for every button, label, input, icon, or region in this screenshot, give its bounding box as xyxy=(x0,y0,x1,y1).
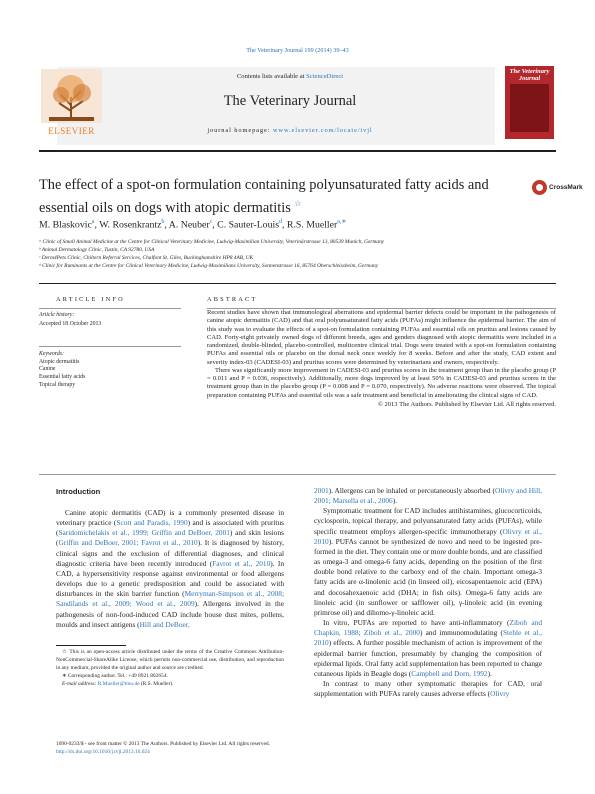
citation-link[interactable]: Griffin and DeBoer, 2001; Favrot et al., 2010 xyxy=(58,538,198,548)
affiliation-a: ᵃ Clinic of Small Animal Medicine at the Centre for Clinical Veterinary Medicine, Ludwig-Maximilian University, Veterinärstrasse 13, 80539 Munich, Germany xyxy=(39,239,385,245)
keyword-item: Canine xyxy=(39,366,56,372)
citation-link[interactable]: Olivry xyxy=(490,689,510,699)
contents-line xyxy=(110,73,470,80)
author-affiliation-mark[interactable]: b xyxy=(161,219,165,225)
abstract-bottom-rule xyxy=(39,474,556,475)
affiliation-b: ᵇ Animal Dermatology Clinic, Tustin, CA 92780, USA xyxy=(39,247,155,253)
journal-cover-title: The Veterinary Journal xyxy=(509,68,550,82)
footnotes xyxy=(56,649,284,689)
corresponding-author-footnote: ∗ Corresponding author. Tel.: +49 8921 802654. xyxy=(62,672,168,679)
abstract-paragraph-1: Recent studies have shown that immunological aberrations and epidermal barrier defects could be important in the pathogenesis of canine atopic dermatitis (CAD) and that oral polyunsaturated fatty acids (PUFAs) might influence the epidermal barrier. The aim of this study was to evaluate the effects of a spot-on formulation containing PUFAs and essential oils on pruritus and lesions caused by CAD. Forty-eight privately owned dogs of different breeds, ages and genders diagnosed with atopic dermatitis were included in a randomized, double-blinded, placebo-controlled, multicentre clinical trial. Dogs were treated with a spot-on formulation containing PUFAs and essential oils or placebo on the dorsal neck once weekly for 8 weeks. Before and after the study, CAD extent and severity index-03 (CADESI-03) and pruritus scores were determined by veterinarians and owners, respectively. xyxy=(207,309,556,366)
contents-prefix: Contents lists available at xyxy=(236,73,307,80)
email-suffix: (R.S. Mueller). xyxy=(139,680,174,687)
keyword-item: Atopic dermatitis xyxy=(39,359,80,365)
author-name: M. Blaskovic xyxy=(39,219,92,231)
affiliation-c: ᶜ Derm4Pets Clinic, Chiltern Referral Services, Chalfont St. Giles, Buckinghamshire HP8 4AB, UK xyxy=(39,255,254,261)
homepage-prefix: journal homepage: xyxy=(207,127,273,134)
article-title xyxy=(39,177,509,217)
citation-link[interactable]: Olivry et al., 2010 xyxy=(314,526,542,546)
body-column-right xyxy=(314,486,542,699)
affiliation-d: ᵈ Clinic for Ruminants at the Centre for Clinical Veterinary Medicine, Ludwig-Maximilians University, Sonnenstrasse 16, 85764 Oberschleissheim, Germany xyxy=(39,263,379,269)
keywords-rule xyxy=(39,346,181,347)
author-name: A. Neuber xyxy=(168,219,210,231)
article-info-heading: ARTICLE INFO xyxy=(56,296,125,303)
citation-link[interactable]: Merryman-Simpson et al., 2008; Sandilands et al., 2009; Wood et al., 2009 xyxy=(56,589,284,609)
email-link[interactable]: R.Mueller@lmu.de xyxy=(97,680,140,687)
email-footnote xyxy=(56,681,284,689)
citation-link[interactable]: Campbell and Dorn, 1992 xyxy=(411,668,488,678)
footnote-rule xyxy=(56,645,126,646)
journal-title: The Veterinary Journal xyxy=(223,93,357,109)
issn-line: 1090-0233/$ - see front matter © 2013 The Authors. Published by Elsevier Ltd. All rights reserved. xyxy=(56,741,270,747)
abstract-heading: ABSTRACT xyxy=(207,296,258,303)
section-heading-introduction: Introduction xyxy=(56,487,101,496)
keyword-item: Topical therapy xyxy=(39,382,76,388)
keywords-label: Keywords: xyxy=(39,351,64,357)
citation-link[interactable]: Hill and DeBoer, xyxy=(139,619,190,629)
abstract-body xyxy=(207,309,556,409)
sciencedirect-link[interactable]: ScienceDirect xyxy=(306,73,344,80)
author-name: R.S. Mueller xyxy=(286,219,338,231)
doi-link[interactable]: http://dx.doi.org/10.1016/j.tvjl.2013.10.024 xyxy=(56,748,150,755)
abstract-paragraph-2: There was significantly more improvement in CADESI-03 and pruritus scores in the treatment group than in the placebo group (P = 0.011 and P = 0.036, respectively). Additionally, more dogs improved by at least 50% in CADESI-03 and pruritus scores in the treatment group than in the placebo group (P = 0.008 and P = 0.070, respectively). No adverse reactions were observed. The topical preparation containing PUFAs and essential oils was a safe treatment and beneficial in ameliorating the clinical signs of CAD. xyxy=(207,366,556,399)
header-rule xyxy=(39,150,556,152)
citation-link[interactable]: Stehle et al., 2010 xyxy=(314,628,542,648)
author-name: C. Sauter-Louis xyxy=(217,219,280,231)
homepage-link[interactable]: www.elsevier.com/locate/tvjl xyxy=(272,127,373,134)
author-affiliation-mark[interactable]: c xyxy=(209,219,213,225)
abstract-copyright: © 2013 The Authors. Published by Elsevier Ltd. All rights reserved. xyxy=(377,400,556,408)
citation-link[interactable]: Saridomichelakis et al., 1999; Griffin and DeBoer, 2001 xyxy=(58,528,230,538)
body-paragraph: Symptomatic treatment for CAD includes antihistamines, glucocorticoids, cyclosporin, topical therapy, and polyunsaturated fatty acids (PUFAs), while specific treatment employs allergen-specific immunotherapy (Olivry et al., 2010). PUFAs cannot be synthesized de novo and need to be ingested pre-formed in the diet. They contain one or more double bonds, and are classified as omega-3 and omega-6 fatty acids, depending on the position of the first double bond relative to the carboxy end of the chain. Important omega-3 fatty acids are α-linolenic acid (in linseed oil), eicosapentaenoic acid (EPA) and docosahexaenoic acid (DHA; in fish oils). Omega-6 fatty acids are linoleic acid (in sunflower or safflower oil), γ-linoleic acid (in evening primrose oil) and dihomo-γ-linoleic acid. xyxy=(314,506,542,617)
email-label: E-mail address: xyxy=(62,680,98,687)
crossmark-icon-center xyxy=(536,184,543,191)
journal-reference[interactable]: The Veterinary Journal 199 (2014) 39–43 xyxy=(246,47,349,54)
body-column-left xyxy=(56,508,284,630)
author-name: W. Rosenkrantz xyxy=(99,219,162,231)
author-affiliation-mark[interactable]: d xyxy=(279,219,283,225)
author-affiliation-mark[interactable]: a,∗ xyxy=(337,219,347,225)
body-paragraph: In contrast to many other symptomatic therapies for CAD, oral supplementation with PUFAs rarely causes adverse effects (Olivry xyxy=(314,678,542,699)
author-affiliation-mark[interactable]: a xyxy=(91,219,95,225)
bottom-publication-info xyxy=(56,741,270,757)
title-footnote-mark[interactable]: ☆ xyxy=(294,198,302,208)
citation-link[interactable]: Olivry and Hill, 2001; Marsella et al., 2006 xyxy=(314,486,542,506)
affiliation-rule xyxy=(39,283,556,284)
history-label: Article history: xyxy=(39,312,75,318)
citation-link[interactable]: 2001 xyxy=(314,486,329,495)
body-paragraph: In vitro, PUFAs are reported to have anti-inflammatory (Ziboh and Chapkin, 1988; Ziboh et al., 2000) and immunomodulating (Stehle et al., 2010) effects. A further possible mechanism of action is improvement of the epidermal barrier function, presumably by changing the composition of epidermal lipids. Oral fatty acid supplementation has been reported to change cutaneous lipids in Beagle dogs (Campbell and Dorn, 1992). xyxy=(314,618,543,678)
citation-link[interactable]: Scott and Paradis, 1990 xyxy=(116,518,188,528)
elsevier-wordmark: ELSEVIER xyxy=(48,126,95,136)
license-footnote: ☆ This is an open-access article distributed under the terms of the Creative Commons Attribution-NonCommercial-ShareAlike License, which permits non-commercial use, distribution, and reproduction in any medium, provided the original author and source are credited. xyxy=(56,649,284,671)
citation-link[interactable]: Favrot et al., 2010 xyxy=(212,558,271,568)
journal-cover-image xyxy=(510,84,549,132)
crossmark-label[interactable]: CrossMark xyxy=(549,184,583,191)
article-info-rule xyxy=(39,308,181,309)
article-title-text: The effect of a spot-on formulation containing polyunsaturated fatty acids and essential oils on dogs with atopic dermatitis xyxy=(39,177,489,216)
journal-homepage xyxy=(110,127,470,134)
body-paragraph: 2001). Allergens can be inhaled or percutaneously absorbed (Olivry and Hill, 2001; Marsella et al., 2006). xyxy=(314,486,542,506)
citation-link[interactable]: Ziboh and Chapkin, 1988; Ziboh et al., 2000 xyxy=(314,618,543,638)
author-list: M. Blaskovic$^a$, W. Rosenkrantz$^b$, A. Neuber$^c$, C. Sauter-Louis$^d$, R.S. Mueller$^{a,∗}$ xyxy=(39,219,347,231)
history-value: Accepted 18 October 2013 xyxy=(39,321,102,327)
keyword-item: Essential fatty acids xyxy=(39,374,86,380)
body-paragraph: Canine atopic dermatitis (CAD) is a commonly presented disease in veterinary practice (Scott and Paradis, 1990) and is associated with pruritus (Saridomichelakis et al., 1999; Griffin and DeBoer, 2001) and skin lesions (Griffin and DeBoer, 2001; Favrot et al., 2010). It is diagnosed by history, clinical signs and the exclusion of differential diagnoses, and clinical diagnostic criteria have been recently introduced (Favrot et al., 2010). In CAD, a hypersensitivity response against environmental or food allergens develops due to a genetic predisposition and could be associated with disturbances in the skin barrier function (Merryman-Simpson et al., 2008; Sandilands et al., 2009; Wood et al., 2009). Allergens involved in the pathogenesis of non-food-induced CAD include house dust mites, pollens, moulds and insect antigens (Hill and DeBoer, xyxy=(56,508,284,629)
